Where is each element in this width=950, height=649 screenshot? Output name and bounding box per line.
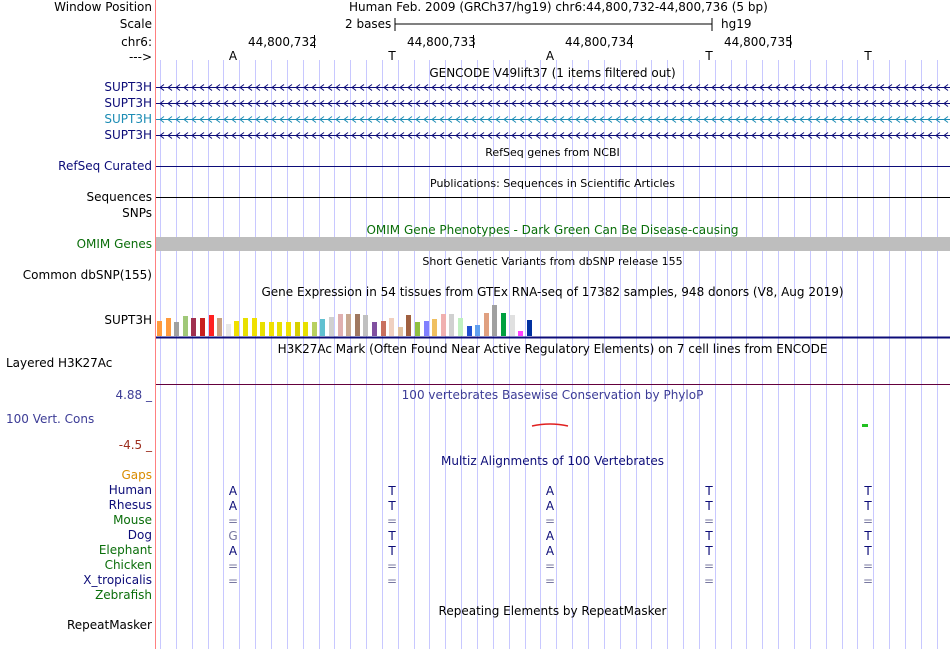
- gtex-tissue-bar[interactable]: [458, 318, 463, 336]
- gtex-tissue-bar[interactable]: [475, 325, 480, 336]
- gtex-tissue-bar[interactable]: [260, 322, 265, 336]
- gtex-tissue-bar[interactable]: [226, 324, 231, 336]
- gtex-tissue-bar[interactable]: [484, 313, 489, 336]
- cons-max-label: 4.88 _: [115, 388, 152, 402]
- gtex-tissue-bar[interactable]: [518, 331, 523, 336]
- scale-assembly: hg19: [721, 17, 752, 31]
- multiz-base: A: [545, 544, 555, 558]
- gtex-tissue-bar[interactable]: [363, 315, 368, 336]
- refseq-label[interactable]: RefSeq Curated: [58, 159, 152, 173]
- ruler-base: T: [388, 49, 396, 63]
- multiz-base: A: [228, 484, 238, 498]
- repeatmasker-track-title[interactable]: Repeating Elements by RepeatMasker: [438, 604, 667, 618]
- ruler-base: A: [545, 49, 555, 63]
- gtex-tissue-bar[interactable]: [191, 318, 196, 336]
- chrom-label: chr6:: [121, 35, 152, 49]
- gtex-tissue-bar[interactable]: [286, 322, 291, 336]
- scale-label: Scale: [119, 17, 152, 31]
- multiz-base: =: [227, 574, 239, 588]
- multiz-base: =: [386, 574, 398, 588]
- gtex-track-title[interactable]: Gene Expression in 54 tissues from GTEx RNA-seq of 17382 samples, 948 donors (V8, Aug 2019): [261, 285, 844, 299]
- gtex-tissue-bar[interactable]: [329, 317, 334, 336]
- ruler-position-1: 44,800,732: [248, 35, 317, 49]
- cons-label[interactable]: 100 Vert. Cons: [6, 412, 95, 426]
- gtex-tissue-bar[interactable]: [338, 314, 343, 336]
- gtex-tissue-bar[interactable]: [200, 318, 205, 336]
- gtex-tissue-bar[interactable]: [406, 315, 411, 336]
- ruler-base: T: [705, 49, 713, 63]
- multiz-base: =: [227, 559, 239, 573]
- multiz-base: T: [388, 484, 396, 498]
- multiz-species-label[interactable]: Mouse: [113, 513, 152, 527]
- cons-red-mark: [532, 424, 568, 426]
- gtex-tissue-bar[interactable]: [527, 320, 532, 336]
- omim-label[interactable]: OMIM Genes: [76, 237, 152, 251]
- gtex-tissue-bar[interactable]: [320, 319, 325, 336]
- omim-feature-bar: [156, 237, 950, 251]
- ruler-base: A: [228, 49, 238, 63]
- multiz-base: T: [388, 499, 396, 513]
- gtex-tissue-bar[interactable]: [467, 326, 472, 336]
- gtex-tissue-bar[interactable]: [415, 322, 420, 336]
- multiz-base: T: [864, 484, 872, 498]
- gtex-tissue-bar[interactable]: [449, 314, 454, 336]
- gtex-tissue-bar[interactable]: [389, 318, 394, 336]
- multiz-base: T: [388, 529, 396, 543]
- gtex-gene-label[interactable]: SUPT3H: [104, 313, 152, 327]
- multiz-base: =: [862, 574, 874, 588]
- multiz-base: G: [228, 529, 238, 543]
- pubs-sequences-label[interactable]: Sequences: [86, 190, 152, 204]
- gtex-tissue-bar[interactable]: [441, 314, 446, 336]
- multiz-base: A: [545, 484, 555, 498]
- gtex-tissue-bar[interactable]: [492, 305, 497, 336]
- gtex-tissue-bar[interactable]: [432, 319, 437, 336]
- multiz-base: A: [545, 529, 555, 543]
- multiz-base: =: [862, 559, 874, 573]
- multiz-base: A: [228, 499, 238, 513]
- gencode-item-4[interactable]: SUPT3H: [104, 128, 152, 142]
- multiz-base: =: [703, 559, 715, 573]
- multiz-species-label[interactable]: Chicken: [104, 558, 152, 572]
- gtex-tissue-bar[interactable]: [209, 315, 214, 336]
- dbsnp-track-title[interactable]: Short Genetic Variants from dbSNP release 155: [422, 255, 683, 268]
- multiz-base: =: [544, 559, 556, 573]
- multiz-base: T: [864, 544, 872, 558]
- multiz-base: =: [703, 574, 715, 588]
- multiz-base: T: [705, 544, 713, 558]
- multiz-base: =: [227, 514, 239, 528]
- gtex-tissue-bar[interactable]: [355, 314, 360, 336]
- multiz-base: =: [386, 559, 398, 573]
- cons-green-mark: [862, 424, 868, 427]
- multiz-base: T: [705, 484, 713, 498]
- multiz-species-label[interactable]: Zebrafish: [95, 588, 152, 602]
- gaps-label: Gaps: [121, 468, 152, 482]
- multiz-base: T: [388, 544, 396, 558]
- window-position-text: Human Feb. 2009 (GRCh37/hg19) chr6:44,800,732-44,800,736 (5 bp): [349, 0, 768, 14]
- gtex-tissue-bar[interactable]: [234, 321, 239, 336]
- ruler-position-3: 44,800,734: [565, 35, 634, 49]
- gtex-tissue-bar[interactable]: [217, 318, 222, 336]
- refseq-track-title[interactable]: RefSeq genes from NCBI: [485, 146, 620, 159]
- gtex-tissue-bar[interactable]: [174, 322, 179, 336]
- ruler-position-4: 44,800,735: [724, 35, 793, 49]
- cons-track-title[interactable]: 100 vertebrates Basewise Conservation by PhyloP: [401, 388, 704, 402]
- gtex-tissue-bar[interactable]: [252, 318, 257, 336]
- h3k27ac-track-title[interactable]: H3K27Ac Mark (Often Found Near Active Regulatory Elements) on 7 cell lines from ENCODE: [277, 342, 828, 356]
- strand-label: --->: [128, 50, 152, 64]
- gtex-tissue-bar[interactable]: [269, 322, 274, 336]
- multiz-base: =: [862, 514, 874, 528]
- gtex-tissue-bar[interactable]: [424, 321, 429, 336]
- multiz-species-label[interactable]: Human: [108, 483, 152, 497]
- gtex-tissue-bar[interactable]: [166, 318, 171, 336]
- gtex-tissue-bar[interactable]: [510, 315, 515, 336]
- ruler-position-2: 44,800,733: [407, 35, 476, 49]
- multiz-base: A: [228, 544, 238, 558]
- multiz-base: A: [545, 499, 555, 513]
- multiz-species-label[interactable]: Elephant: [98, 543, 152, 557]
- gtex-tissue-bar[interactable]: [157, 321, 162, 336]
- pubs-snps-label[interactable]: SNPs: [122, 206, 152, 220]
- gtex-tissue-bar[interactable]: [295, 322, 300, 336]
- window-position-label: Window Position: [54, 0, 152, 14]
- dbsnp-label[interactable]: Common dbSNP(155): [22, 268, 152, 282]
- gencode-item-3[interactable]: SUPT3H: [104, 112, 152, 126]
- omim-track-title[interactable]: OMIM Gene Phenotypes - Dark Green Can Be Disease-causing: [366, 223, 739, 237]
- multiz-species-label[interactable]: Dog: [127, 528, 152, 542]
- multiz-base: T: [705, 529, 713, 543]
- gencode-item-2[interactable]: SUPT3H: [104, 96, 152, 110]
- multiz-base: =: [544, 574, 556, 588]
- cons-min-label: -4.5 _: [118, 438, 152, 452]
- gtex-tissue-bar[interactable]: [183, 316, 188, 336]
- multiz-species-label[interactable]: X_tropicalis: [83, 573, 152, 587]
- gencode-track-title[interactable]: GENCODE V49lift37 (1 items filtered out): [429, 66, 676, 80]
- gtex-tissue-bar[interactable]: [398, 327, 403, 336]
- gtex-tissue-bar[interactable]: [312, 322, 317, 336]
- scale-bases: 2 bases: [345, 17, 392, 31]
- gtex-tissue-bar[interactable]: [372, 322, 377, 336]
- pubs-track-title[interactable]: Publications: Sequences in Scientific Articles: [430, 177, 675, 190]
- gencode-item-1[interactable]: SUPT3H: [104, 80, 152, 94]
- multiz-species-label[interactable]: Rhesus: [108, 498, 152, 512]
- multiz-base: =: [703, 514, 715, 528]
- multiz-base: T: [864, 529, 872, 543]
- h3k27ac-label[interactable]: Layered H3K27Ac: [6, 356, 113, 370]
- multiz-track-title[interactable]: Multiz Alignments of 100 Vertebrates: [440, 454, 665, 468]
- multiz-base: T: [705, 499, 713, 513]
- repeatmasker-label[interactable]: RepeatMasker: [66, 618, 152, 632]
- gtex-tissue-bar[interactable]: [346, 314, 351, 336]
- gtex-tissue-bar[interactable]: [277, 322, 282, 336]
- multiz-base: T: [864, 499, 872, 513]
- gtex-tissue-bar[interactable]: [501, 313, 506, 336]
- multiz-base: =: [544, 514, 556, 528]
- ruler-base: T: [864, 49, 872, 63]
- gtex-tissue-bar[interactable]: [303, 322, 308, 336]
- gtex-tissue-bar[interactable]: [381, 321, 386, 336]
- gtex-tissue-bar[interactable]: [243, 318, 248, 336]
- multiz-base: =: [386, 514, 398, 528]
